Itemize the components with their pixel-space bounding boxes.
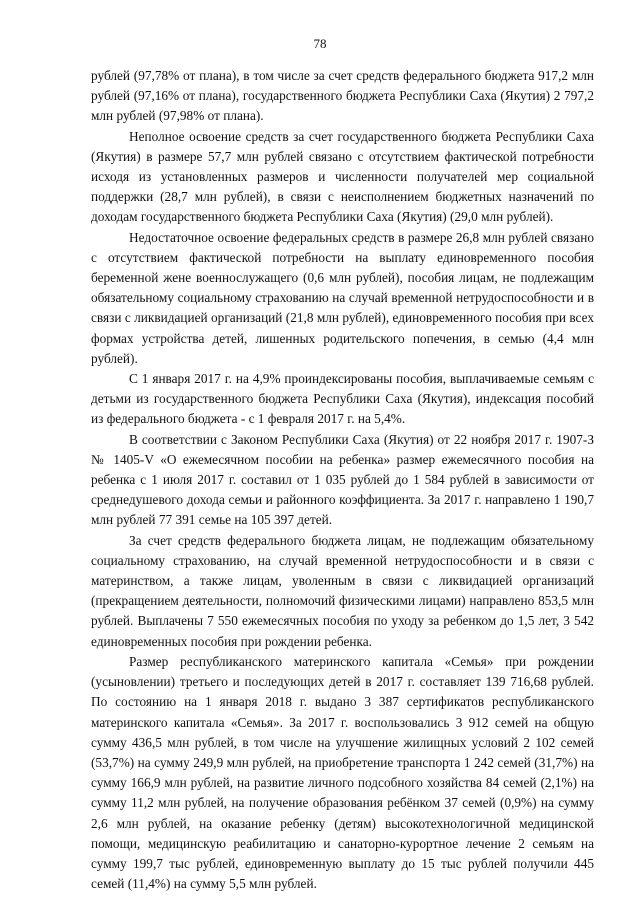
paragraph-maternity-capital: Размер республиканского материнского капитала «Семья» при рождении (усыновлении) третьего и последующих детей в 2017 г. составляет 139 716,68 рублей. По состоянию на 1 января 2018 г. выдано 3 387 сертификатов республиканского материнского капитала «Семья». За 2017 г. воспользовались 3 912 семей на общую сумму 436,5 млн рублей, в том числе на улучшение жилищных условий 2 102 семей (53,7%) на сумму 249,9 млн рублей, на приобретение транспорта 1 242 семей (31,7%) на сумму 166,9 млн рублей, на развитие личного подсобного хозяйства 84 семей (2,1%) на сумму 11,2 млн рублей, на получение образования ребёнком 37 семей (0,9%) на сумму 2,6 млн рублей, на оказание ребенку (детям) высокотехнологичной медицинской помощи, медицинскую реабилитацию и санаторно-курортное лечение 2 семьям на сумму 199,7 тыс рублей, единовременную выплату до 15 тыс рублей получили 445 семей (11,4%) на сумму 5,5 млн рублей. (91, 653, 594, 892)
page-number: 78 (313, 36, 327, 51)
paragraph-federal-underspend: Недостаточное освоение федеральных средств в размере 26,8 млн рублей связано с отсутствием фактической потребности на выплату единовременного пособия беременной жене военнослужащего (0,6 млн рублей), пособия лицам, не подлежащим обязательному социальному страхованию на случай временной нетрудоспособности и в связи с ликвидацией организаций (21,8 млн рублей), единовременного пособия при всех формах устройства детей, лишенных родительского попечения, в семью (4,4 млн рублей). (91, 229, 594, 366)
paragraph-regional-budget-underspend: Неполное освоение средств за счет государственного бюджета Республики Саха (Якутия) в размере 57,7 млн рублей связано с отсутствием фактической потребности исходя из установленных размеров и численности получателей мер социальной поддержки (28,7 млн рублей), в связи с неисполнением бюджетных назначений по доходам государственного бюджета Республики Саха (Якутия) (29,0 млн рублей). (91, 128, 594, 225)
paragraph-continuation: рублей (97,78% от плана), в том числе за счет средств федерального бюджета 917,2 млн рублей (97,16% от плана), государственного бюджета Республики Саха (Якутия) 2 797,2 млн рублей (97,98% от плана). (91, 68, 594, 124)
paragraph-indexation: С 1 января 2017 г. на 4,9% проиндексированы пособия, выплачиваемые семьям с детьми из государственного бюджета Республики Саха (Якутия), индексация пособий из федерального бюджета - с 1 февраля 2017 г. на 5,4%. (91, 371, 594, 427)
paragraph-federal-benefits: За счет средств федерального бюджета лицам, не подлежащим обязательному социальному страхованию, на случай временной нетрудоспособности и в связи с материнством, а также лицам, уволенным в связи с ликвидацией организаций (прекращением деятельности, полномочий физическими лицами) направлено 853,5 млн рублей. Выплачены 7 550 ежемесячных пособия по уходу за ребенком до 1,5 лет, 3 542 единовременных пособия при рождении ребенка. (91, 532, 594, 649)
document-body (91, 66, 594, 894)
paragraph-monthly-child-allowance: В соответствии с Законом Республики Саха (Якутия) от 22 ноября 2017 г. 1907-З № 1405-V «О ежемесячном пособии на ребенка» размер ежемесячного пособия на ребенка с 1 июля 2017 г. составил от 1 035 рублей до 1 584 рублей в зависимости от среднедушевого дохода семьи и районного коэффициента. За 2017 г. направлено 1 190,7 млн рублей 77 391 семье на 105 397 детей. (91, 431, 594, 528)
